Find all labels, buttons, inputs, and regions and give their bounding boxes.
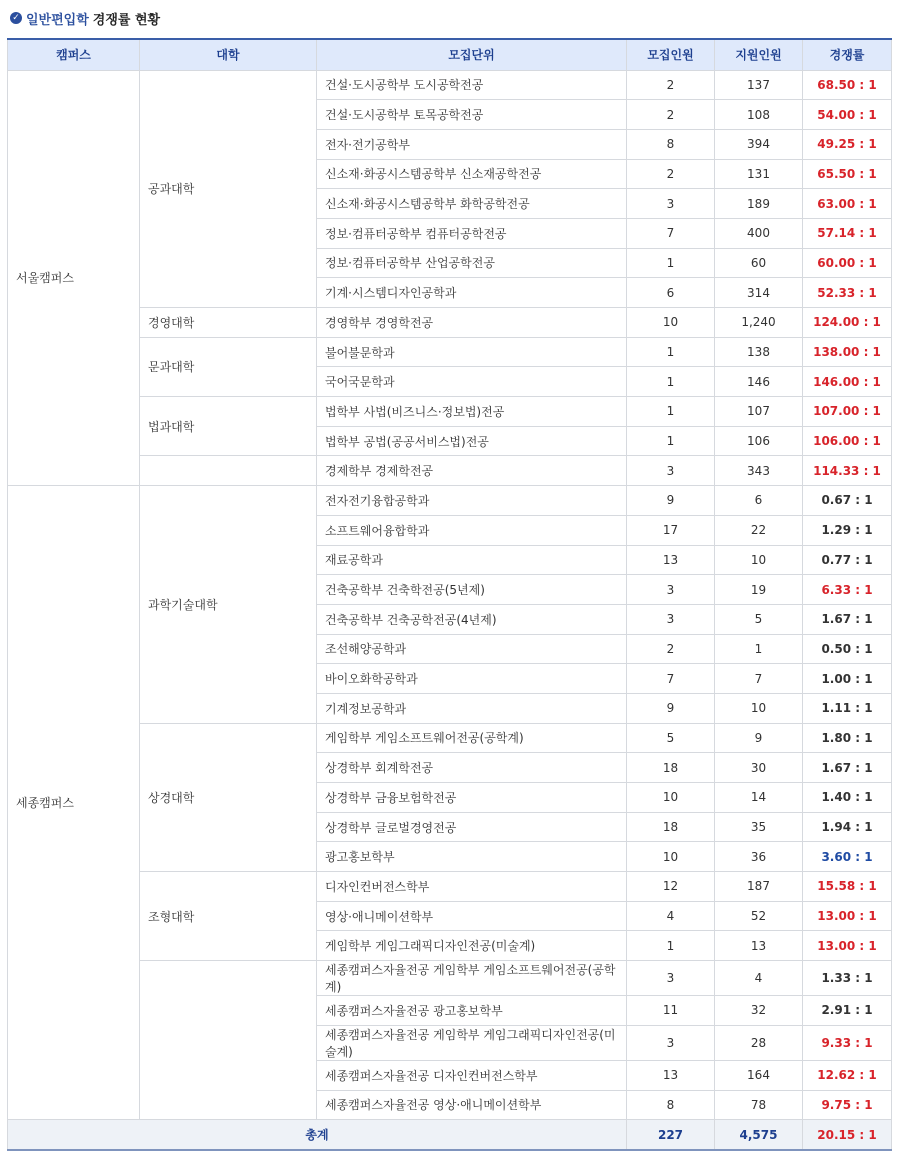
- unit-cell: 경영학부 경영학전공: [317, 308, 627, 338]
- quota-cell: 1: [627, 367, 715, 397]
- ratio-cell: 52.33 : 1: [803, 278, 892, 308]
- applicants-cell: 343: [715, 456, 803, 486]
- applicants-cell: 52: [715, 901, 803, 931]
- table-header-row: [8, 39, 892, 70]
- applicants-cell: 314: [715, 278, 803, 308]
- applicants-cell: 36: [715, 842, 803, 872]
- unit-cell: 경제학부 경제학전공: [317, 456, 627, 486]
- ratio-cell: 68.50 : 1: [803, 70, 892, 100]
- unit-cell: 세종캠퍼스자율전공 게임학부 게임소프트웨어전공(공학계): [317, 961, 627, 996]
- unit-cell: 세종캠퍼스자율전공 광고홍보학부: [317, 996, 627, 1026]
- applicants-cell: 4: [715, 961, 803, 996]
- applicants-cell: 394: [715, 129, 803, 159]
- ratio-cell: 1.67 : 1: [803, 753, 892, 783]
- unit-cell: 재료공학과: [317, 545, 627, 575]
- unit-cell: 상경학부 회계학전공: [317, 753, 627, 783]
- applicants-cell: 164: [715, 1060, 803, 1090]
- unit-cell: 기계·시스템디자인공학과: [317, 278, 627, 308]
- applicants-cell: 28: [715, 1025, 803, 1060]
- quota-cell: 13: [627, 1060, 715, 1090]
- applicants-cell: 9: [715, 723, 803, 753]
- quota-cell: 18: [627, 753, 715, 783]
- ratio-cell: 1.67 : 1: [803, 604, 892, 634]
- table-row: [8, 397, 892, 427]
- ratio-cell: 63.00 : 1: [803, 189, 892, 219]
- applicants-cell: 131: [715, 159, 803, 189]
- ratio-cell: 1.40 : 1: [803, 783, 892, 813]
- applicants-cell: 60: [715, 248, 803, 278]
- ratio-cell: 146.00 : 1: [803, 367, 892, 397]
- unit-cell: 세종캠퍼스자율전공 디자인컨버전스학부: [317, 1060, 627, 1090]
- applicants-cell: 22: [715, 515, 803, 545]
- section-title: [0, 0, 900, 36]
- unit-cell: 건축공학부 건축공학전공(4년제): [317, 604, 627, 634]
- title-highlight: 일반편입학: [26, 12, 89, 28]
- quota-cell: 18: [627, 812, 715, 842]
- quota-cell: 1: [627, 337, 715, 367]
- ratio-cell: 13.00 : 1: [803, 931, 892, 961]
- campus-cell: 서울캠퍼스: [8, 70, 140, 486]
- applicants-cell: 106: [715, 426, 803, 456]
- ratio-cell: 15.58 : 1: [803, 872, 892, 902]
- applicants-cell: 14: [715, 783, 803, 813]
- quota-cell: 3: [627, 456, 715, 486]
- ratio-cell: 2.91 : 1: [803, 996, 892, 1026]
- ratio-cell: 124.00 : 1: [803, 308, 892, 338]
- unit-cell: 광고홍보학부: [317, 842, 627, 872]
- ratio-cell: 114.33 : 1: [803, 456, 892, 486]
- unit-cell: 전자·전기공학부: [317, 129, 627, 159]
- table-row: [8, 456, 892, 486]
- table-row: [8, 337, 892, 367]
- table-row: [8, 872, 892, 902]
- applicants-cell: 30: [715, 753, 803, 783]
- applicants-cell: 187: [715, 872, 803, 902]
- quota-cell: 1: [627, 397, 715, 427]
- applicants-cell: 138: [715, 337, 803, 367]
- quota-cell: 5: [627, 723, 715, 753]
- table-row: [8, 486, 892, 516]
- college-cell: 상경대학: [140, 723, 317, 871]
- applicants-cell: 10: [715, 545, 803, 575]
- ratio-cell: 1.94 : 1: [803, 812, 892, 842]
- applicants-cell: 78: [715, 1090, 803, 1120]
- quota-cell: 9: [627, 486, 715, 516]
- applicants-cell: 13: [715, 931, 803, 961]
- ratio-cell: 57.14 : 1: [803, 218, 892, 248]
- quota-cell: 3: [627, 575, 715, 605]
- header-applicants: 지원인원: [715, 39, 803, 70]
- table-row: [8, 308, 892, 338]
- college-cell: 조형대학: [140, 872, 317, 961]
- applicants-cell: 32: [715, 996, 803, 1026]
- unit-cell: 세종캠퍼스자율전공 게임학부 게임그래픽디자인전공(미술계): [317, 1025, 627, 1060]
- ratio-cell: 9.75 : 1: [803, 1090, 892, 1120]
- quota-cell: 8: [627, 129, 715, 159]
- quota-cell: 3: [627, 604, 715, 634]
- total-label: 총계: [8, 1120, 627, 1150]
- unit-cell: 건축공학부 건축학전공(5년제): [317, 575, 627, 605]
- ratio-cell: 1.00 : 1: [803, 664, 892, 694]
- unit-cell: 건설·도시공학부 도시공학전공: [317, 70, 627, 100]
- total-ratio: 20.15 : 1: [803, 1120, 892, 1150]
- unit-cell: 정보·컴퓨터공학부 산업공학전공: [317, 248, 627, 278]
- ratio-cell: 106.00 : 1: [803, 426, 892, 456]
- ratio-cell: 0.77 : 1: [803, 545, 892, 575]
- total-row: [8, 1120, 892, 1150]
- college-cell: 공과대학: [140, 70, 317, 308]
- applicants-cell: 400: [715, 218, 803, 248]
- college-cell: 경영대학: [140, 308, 317, 338]
- applicants-cell: 7: [715, 664, 803, 694]
- quota-cell: 7: [627, 664, 715, 694]
- unit-cell: 소프트웨어융합학과: [317, 515, 627, 545]
- header-college: 대학: [140, 39, 317, 70]
- applicants-cell: 146: [715, 367, 803, 397]
- table-body: [8, 70, 892, 1120]
- quota-cell: 2: [627, 159, 715, 189]
- applicants-cell: 5: [715, 604, 803, 634]
- ratio-cell: 1.33 : 1: [803, 961, 892, 996]
- unit-cell: 상경학부 금융보험학전공: [317, 783, 627, 813]
- quota-cell: 7: [627, 218, 715, 248]
- applicants-cell: 1,240: [715, 308, 803, 338]
- applicants-cell: 107: [715, 397, 803, 427]
- ratio-cell: 65.50 : 1: [803, 159, 892, 189]
- ratio-cell: 13.00 : 1: [803, 901, 892, 931]
- quota-cell: 10: [627, 308, 715, 338]
- unit-cell: 신소재·화공시스템공학부 화학공학전공: [317, 189, 627, 219]
- quota-cell: 2: [627, 70, 715, 100]
- ratio-cell: 54.00 : 1: [803, 100, 892, 130]
- total-applicants: 4,575: [715, 1120, 803, 1150]
- unit-cell: 국어국문학과: [317, 367, 627, 397]
- applicants-cell: 35: [715, 812, 803, 842]
- ratio-cell: 6.33 : 1: [803, 575, 892, 605]
- unit-cell: 전자전기융합공학과: [317, 486, 627, 516]
- quota-cell: 11: [627, 996, 715, 1026]
- quota-cell: 6: [627, 278, 715, 308]
- quota-cell: 1: [627, 248, 715, 278]
- campus-cell: 세종캠퍼스: [8, 486, 140, 1120]
- quota-cell: 4: [627, 901, 715, 931]
- college-cell: 법과대학: [140, 397, 317, 456]
- header-unit: 모집단위: [317, 39, 627, 70]
- applicants-cell: 10: [715, 693, 803, 723]
- ratio-cell: 1.29 : 1: [803, 515, 892, 545]
- quota-cell: 3: [627, 1025, 715, 1060]
- unit-cell: 조선해양공학과: [317, 634, 627, 664]
- quota-cell: 2: [627, 100, 715, 130]
- ratio-cell: 3.60 : 1: [803, 842, 892, 872]
- unit-cell: 법학부 공법(공공서비스법)전공: [317, 426, 627, 456]
- unit-cell: 디자인컨버전스학부: [317, 872, 627, 902]
- total-quota: 227: [627, 1120, 715, 1150]
- ratio-cell: 9.33 : 1: [803, 1025, 892, 1060]
- ratio-cell: 1.11 : 1: [803, 693, 892, 723]
- title-rest: 경쟁률 현황: [92, 12, 161, 28]
- quota-cell: 8: [627, 1090, 715, 1120]
- unit-cell: 게임학부 게임그래픽디자인전공(미술계): [317, 931, 627, 961]
- ratio-cell: 0.50 : 1: [803, 634, 892, 664]
- table-row: [8, 961, 892, 996]
- applicants-cell: 6: [715, 486, 803, 516]
- quota-cell: 10: [627, 842, 715, 872]
- header-ratio: 경쟁률: [803, 39, 892, 70]
- quota-cell: 2: [627, 634, 715, 664]
- quota-cell: 1: [627, 426, 715, 456]
- unit-cell: 기계정보공학과: [317, 693, 627, 723]
- competition-rate-table: [7, 38, 892, 1151]
- unit-cell: 건설·도시공학부 토목공학전공: [317, 100, 627, 130]
- quota-cell: 13: [627, 545, 715, 575]
- quota-cell: 12: [627, 872, 715, 902]
- applicants-cell: 137: [715, 70, 803, 100]
- ratio-cell: 12.62 : 1: [803, 1060, 892, 1090]
- quota-cell: 9: [627, 693, 715, 723]
- quota-cell: 17: [627, 515, 715, 545]
- ratio-cell: 1.80 : 1: [803, 723, 892, 753]
- unit-cell: 상경학부 글로벌경영전공: [317, 812, 627, 842]
- table-row: [8, 70, 892, 100]
- applicants-cell: 108: [715, 100, 803, 130]
- applicants-cell: 1: [715, 634, 803, 664]
- college-cell: 과학기술대학: [140, 486, 317, 724]
- check-circle-icon: ✓: [10, 12, 22, 24]
- unit-cell: 영상·애니메이션학부: [317, 901, 627, 931]
- unit-cell: 신소재·화공시스템공학부 신소재공학전공: [317, 159, 627, 189]
- college-cell: [140, 961, 317, 1120]
- college-cell: [140, 456, 317, 486]
- unit-cell: 불어불문학과: [317, 337, 627, 367]
- unit-cell: 정보·컴퓨터공학부 컴퓨터공학전공: [317, 218, 627, 248]
- unit-cell: 법학부 사법(비즈니스·정보법)전공: [317, 397, 627, 427]
- table-row: [8, 723, 892, 753]
- applicants-cell: 19: [715, 575, 803, 605]
- unit-cell: 세종캠퍼스자율전공 영상·애니메이션학부: [317, 1090, 627, 1120]
- ratio-cell: 49.25 : 1: [803, 129, 892, 159]
- ratio-cell: 138.00 : 1: [803, 337, 892, 367]
- ratio-cell: 0.67 : 1: [803, 486, 892, 516]
- header-quota: 모집인원: [627, 39, 715, 70]
- header-campus: 캠퍼스: [8, 39, 140, 70]
- quota-cell: 10: [627, 783, 715, 813]
- applicants-cell: 189: [715, 189, 803, 219]
- ratio-cell: 60.00 : 1: [803, 248, 892, 278]
- unit-cell: 게임학부 게임소프트웨어전공(공학계): [317, 723, 627, 753]
- unit-cell: 바이오화학공학과: [317, 664, 627, 694]
- quota-cell: 1: [627, 931, 715, 961]
- ratio-cell: 107.00 : 1: [803, 397, 892, 427]
- quota-cell: 3: [627, 961, 715, 996]
- quota-cell: 3: [627, 189, 715, 219]
- college-cell: 문과대학: [140, 337, 317, 396]
